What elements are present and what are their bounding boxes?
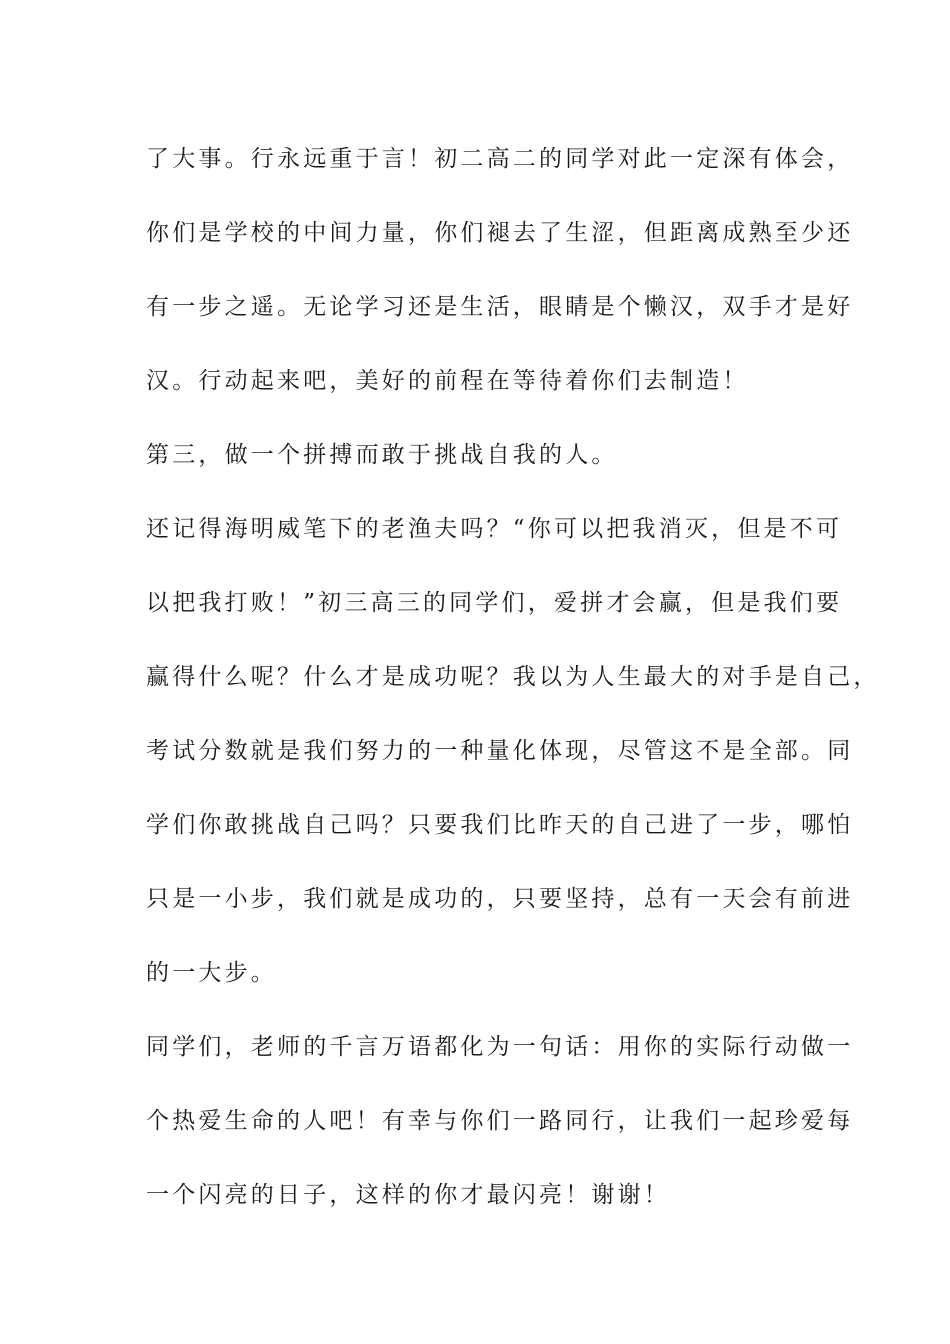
text-line: 以把我打败！”初三高三的同学们，爱拼才会赢，但是我们要 <box>146 590 843 616</box>
text-line: 了大事。行永远重于言！初二高二的同学对此一定深有体会， <box>146 146 854 172</box>
text-line: 还记得海明威笔下的老渔夫吗？“你可以把我消灭，但是不可 <box>146 516 843 542</box>
document-body <box>146 130 880 1240</box>
text-line: 考试分数就是我们努力的一种量化体现，尽管这不是全部。同 <box>146 738 854 764</box>
text-line: 学们你敢挑战自己吗？只要我们比昨天的自己进了一步，哪怕 <box>146 812 854 838</box>
text-line: 有一步之遥。无论学习还是生活，眼睛是个懒汉，双手才是好 <box>146 294 854 320</box>
text-line: 你们是学校的中间力量，你们褪去了生涩，但距离成熟至少还 <box>146 220 854 246</box>
text-line: 的一大步。 <box>146 960 277 986</box>
text-line: 个热爱生命的人吧！有幸与你们一路同行，让我们一起珍爱每 <box>146 1108 854 1134</box>
text-line: 一个闪亮的日子，这样的你才最闪亮！谢谢！ <box>146 1182 670 1208</box>
text-line: 赢得什么呢？什么才是成功呢？我以为人生最大的对手是自己， <box>146 664 880 690</box>
section-heading: 第三，做一个拼搏而敢于挑战自我的人。 <box>146 442 618 468</box>
text-line: 只是一小步，我们就是成功的，只要坚持，总有一天会有前进 <box>146 886 854 912</box>
text-line: 同学们，老师的千言万语都化为一句话：用你的实际行动做一 <box>146 1034 854 1060</box>
text-line: 汉。行动起来吧，美好的前程在等待着你们去制造！ <box>146 368 749 394</box>
